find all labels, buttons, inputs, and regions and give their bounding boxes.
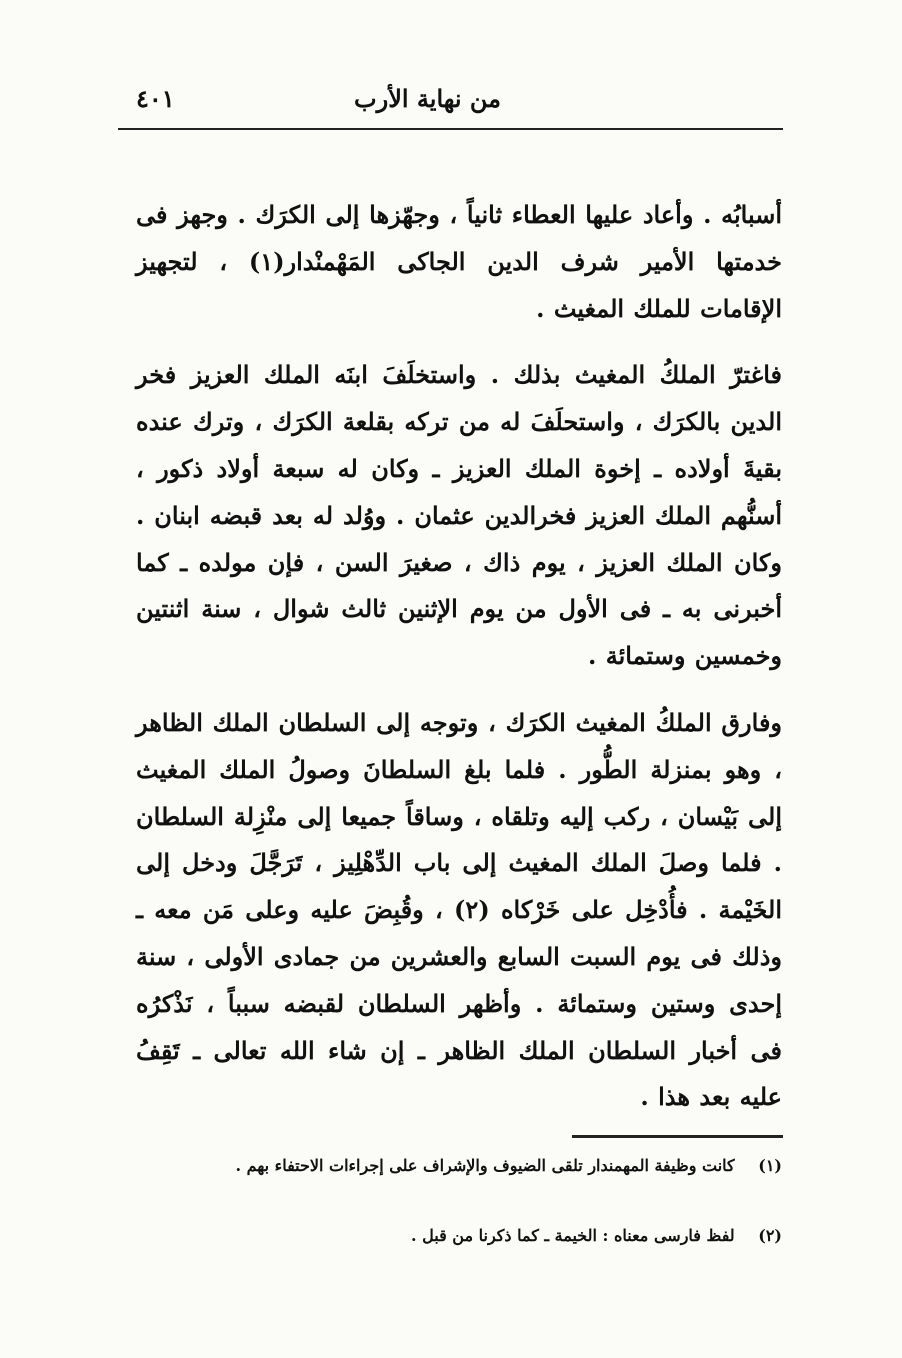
page-header (118, 84, 783, 124)
footnote-text-2: لفظ فارسى معناه : الخيمة ـ كما ذكرنا من قبل . (410, 1226, 735, 1245)
paragraph-1: أسبابُه . وأعاد عليها العطاء ثانياً ، وجهّزها إلى الكرَك . وجهز فى خدمتها الأمير شرف الدين الجاكى المَهْمنْدار(١) ، لتجهيز الإقامات للملك المغيث . (136, 200, 782, 323)
footnote-divider (572, 1135, 783, 1138)
footnote-marker-1: (١) (758, 1156, 782, 1175)
footnote-text-1: كانت وظيفة المهمندار تلقى الضيوف والإشراف على إجراءات الاحتفاء بهم . (235, 1156, 735, 1175)
footnote-1 (235, 1152, 782, 1180)
page-title: من نهاية الأرب (354, 84, 501, 113)
paragraph-2: فاغترّ الملكُ المغيث بذلك . واستخلَفَ ابنَه الملك العزيز فخر الدين بالكرَك ، واستحلَفَ له من تركه بقلعة الكرَك ، وترك عنده بقيةَ أولاده ـ إخوة الملك العزيز ـ وكان له سبعة أولاد ذكور ، أسنُّهم الملك العزيز فخرالدين عثمان . ووُلد له بعد قبضه ابنان . وكان الملك العزيز ، يوم ذاك ، صغيرَ السن ، فإن مولده ـ كما أخبرنى به ـ فى الأول من يوم الإثنين ثالث شوال ، سنة اثنتين وخمسين وستمائة . (136, 360, 782, 671)
footnotes (235, 1152, 782, 1292)
paragraph-3: وفارق الملكُ المغيث الكرَك ، وتوجه إلى السلطان الملك الظاهر ، وهو بمنزلة الطُّور . فلما بلغ السلطانَ وصولُ الملك المغيث إلى بَيْسان ، ركب إليه وتلقاه ، وساقاً جميعا إلى منْزِلة السلطان . فلما وصلَ الملك المغيث إلى باب الدِّهْلِيز ، تَرَجَّلَ ودخل إلى الخَيْمة . فأُدْخِل على خَرْكاه (٢) ، وقُبِضَ عليه وعلى مَن معه ـ وذلك فى يوم السبت السابع والعشرين من جمادى الأولى ، سنة إحدى وستين وستمائة . وأظهر السلطان لقبضه سبباً ، نَذْكرُه فى أخبار السلطان الملك الظاهر ـ إن شاء الله تعالى ـ تَقِفُ عليه بعد هذا . (136, 707, 783, 1112)
header-divider (118, 128, 783, 130)
page-number: ٤٠١ (136, 84, 175, 113)
footnote-marker-2: (٢) (758, 1226, 782, 1245)
footnote-2 (250, 1222, 782, 1250)
main-body-text (136, 192, 782, 1121)
